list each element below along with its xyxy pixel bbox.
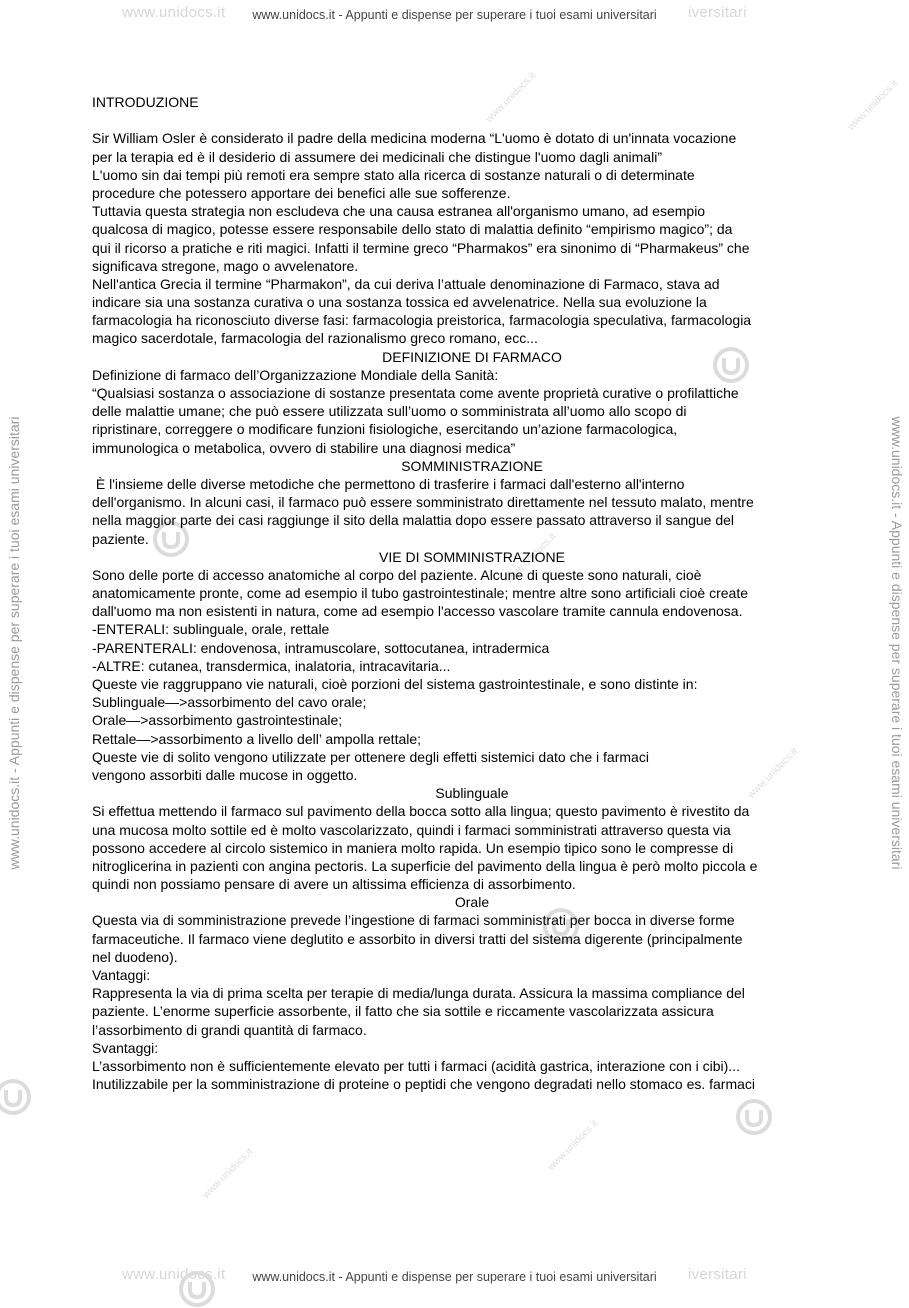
paragraph-gap	[92, 111, 852, 129]
text-line: Orale—>assorbimento gastrointestinale;	[92, 712, 343, 729]
text-line: È l'insieme delle diverse metodiche che permettono di trasferire i farmaci dall'esterno all'interno	[92, 475, 685, 492]
diagonal-watermark: www.unidocs.it	[745, 746, 801, 801]
section-heading: DEFINIZIONE DI FARMACO	[382, 348, 562, 365]
text-line: farmaceutiche. Il farmaco viene deglutito e assorbito in diversi tratti del sistema digerente (principalmente	[92, 930, 743, 947]
watermark-ghost-prefix: www.unidocs.it	[122, 4, 226, 21]
text-line: l’assorbimento di grandi quantità di farmaco.	[92, 1021, 367, 1038]
text-line: Rappresenta la via di prima scelta per terapie di media/lunga durata. Assicura la massima compliance del	[92, 985, 745, 1002]
text-line: -PARENTERALI: endovenosa, intramuscolare, sottocutanea, intradermica	[92, 639, 550, 656]
text-line: per la terapia ed è il desiderio di assumere dei medicinali che distingue l'uomo dagli animali”	[92, 148, 662, 165]
text-line: Definizione di farmaco dell’Organizzazione Mondiale della Sanità:	[92, 366, 499, 383]
text-line: Vantaggi:	[92, 967, 151, 983]
text-line: qui il ricorso a pratiche e riti magici. Infatti il termine greco “Pharmakos” era sinonimo di “Pharmakeus” che	[92, 239, 750, 256]
watermark-ghost-suffix: iversitari	[688, 4, 747, 21]
text-line: procedure che potessero apportare dei benefici alle sue sofferenze.	[92, 184, 511, 201]
header-watermark	[0, 6, 909, 24]
section-heading: Orale	[454, 894, 490, 911]
text-line: quindi non possiamo pensare di avere un altissima efficienza di assorbimento.	[92, 876, 576, 893]
text-line: delle malattie umane; che può essere utilizzata sull’uomo o somministrata all’uomo allo scopo di	[92, 403, 687, 420]
text-line: immunologica o metabolica, ovvero di stabilire una diagnosi medica”	[92, 439, 516, 456]
diagonal-watermark: www.unidocs.it	[545, 1118, 601, 1173]
section-heading: VIE DI SOMMINISTRAZIONE	[379, 548, 565, 565]
text-line: qualcosa di magico, potesse essere responsabile dello stato di malattia definito “empirismo magico”; da	[92, 221, 733, 238]
text-line: paziente.	[92, 530, 149, 547]
watermark-ghost-prefix-bottom: www.unidocs.it	[122, 1266, 226, 1283]
text-line: Nell'antica Grecia il termine “Pharmakon”, da cui deriva l’attuale denominazione di Farmaco, stava ad	[92, 275, 720, 292]
text-line: L’assorbimento non è sufficientemente elevato per tutti i farmaci (acidità gastrica, interazione con i cibi)...	[92, 1057, 740, 1074]
text-line: Si effettua mettendo il farmaco sul pavimento della bocca sotto alla lingua; questo pavimento è rivestito da	[92, 803, 750, 820]
unidocs-logo-icon	[178, 1270, 216, 1308]
text-line: Svantaggi:	[92, 1039, 159, 1056]
text-line: Sir William Osler è considerato il padre della medicina moderna “L'uomo è dotato di un'innata vocazione	[92, 130, 737, 147]
diagonal-watermark: www.unidocs.it	[483, 70, 539, 125]
diagonal-watermark: www.unidocs.it	[200, 1146, 256, 1201]
text-line: dell'organismo. In alcuni casi, il farmaco può essere somministrato direttamente nel tessuto malato, mentre	[92, 494, 754, 511]
text-line: nella maggior parte dei casi raggiunge il sito della malattia dopo essere passato attraverso il sangue del	[92, 512, 735, 529]
diagonal-watermark: www.unidocs.it	[845, 78, 901, 133]
text-line: possono accedere al circolo sistemico in maniera molto rapida. Un esempio tipico sono le compresse di	[92, 839, 734, 856]
text-line: Queste vie di solito vengono utilizzate per ottenere degli effetti sistemici dato che i farmaci	[92, 748, 649, 765]
text-line: Sono delle porte di accesso anatomiche al corpo del paziente. Alcune di queste sono naturali, cioè	[92, 566, 702, 583]
watermark-ghost-suffix-bottom: iversitari	[688, 1266, 747, 1283]
text-line: Rettale—>assorbimento a livello dell’ ampolla rettale;	[92, 730, 422, 747]
text-line: nitroglicerina in pazienti con angina pectoris. La superficie del pavimento della lingua è però molto piccola e	[92, 857, 758, 874]
watermark-banner-top: www.unidocs.it - Appunti e dispense per superare i tuoi esami universitari	[252, 8, 657, 22]
unidocs-logo-icon	[0, 1078, 32, 1116]
text-line: “Qualsiasi sostanza o associazione di sostanze presentata come avente proprietà curative o profilattiche	[92, 385, 739, 401]
right-side-watermark: www.unidocs.it - Appunti e dispense per superare i tuoi esami universitari	[889, 416, 905, 870]
left-side-watermark: www.unidocs.it - Appunti e dispense per superare i tuoi esami universitari	[6, 416, 22, 870]
text-line: -ENTERALI: sublinguale, orale, rettale	[92, 621, 330, 638]
section-heading: SOMMINISTRAZIONE	[401, 457, 543, 474]
text-line: anatomicamente pronte, come ad esempio il tubo gastrointestinale; mentre altre sono artificiali cioè create	[92, 585, 749, 602]
text-line: Queste vie raggruppano vie naturali, cioè porzioni del sistema gastrointestinale, e sono distinte in:	[92, 676, 698, 692]
text-line: significava stregone, mago o avvelenatore.	[92, 257, 359, 274]
diagonal-watermark: www.unidocs.it	[503, 531, 559, 586]
watermark-banner-bottom: www.unidocs.it - Appunti e dispense per superare i tuoi esami universitari	[252, 1270, 657, 1284]
footer-watermark	[0, 1268, 909, 1286]
text-line: Tuttavia questa strategia non escludeva che una causa estranea all'organismo umano, ad esempio	[92, 203, 706, 220]
text-line: L'uomo sin dai tempi più remoti era sempre stato alla ricerca di sostanze naturali o di determinate	[92, 166, 695, 183]
text-line: indicare sia una sostanza curativa o una sostanza tossica ed avvelenatrice. Nella sua evoluzione la	[92, 294, 707, 311]
text-line: INTRODUZIONE	[92, 94, 199, 110]
unidocs-logo-icon	[735, 1098, 773, 1136]
text-line: vengono assorbiti dalle mucose in oggetto.	[92, 766, 358, 783]
text-line: ripristinare, correggere o modificare funzioni fisiologiche, esercitando un’azione farmacologica,	[92, 421, 678, 438]
text-line: -ALTRE: cutanea, transdermica, inalatoria, intracavitaria...	[92, 657, 451, 674]
section-heading: Sublinguale	[435, 785, 509, 802]
text-line: Inutilizzabile per la somministrazione di proteine o peptidi che vengono degradati nello stomaco es. farmaci	[92, 1076, 756, 1093]
text-line: una mucosa molto sottile ed è molto vascolarizzato, quindi i farmaci somministrati attraverso questa via	[92, 821, 731, 838]
document-body	[92, 93, 852, 1093]
text-line: nel duodeno).	[92, 948, 178, 965]
text-line: farmacologia ha riconosciuto diverse fasi: farmacologia preistorica, farmacologia speculativa, farmacologia	[92, 312, 752, 329]
text-line: dall'uomo ma non esistenti in natura, come ad esempio l'accesso vascolare tramite cannula endovenosa.	[92, 603, 743, 620]
text-line: paziente. L’enorme superficie assorbente, il fatto che sia sottile e riccamente vascolarizzata assicura	[92, 1003, 714, 1020]
text-line: Sublinguale—>assorbimento del cavo orale;	[92, 694, 367, 711]
text-line: Questa via di somministrazione prevede l’ingestione di farmaci somministrati per bocca in diverse forme	[92, 912, 735, 929]
text-line: magico sacerdotale, farmacologia del razionalismo greco romano, ecc...	[92, 330, 538, 347]
